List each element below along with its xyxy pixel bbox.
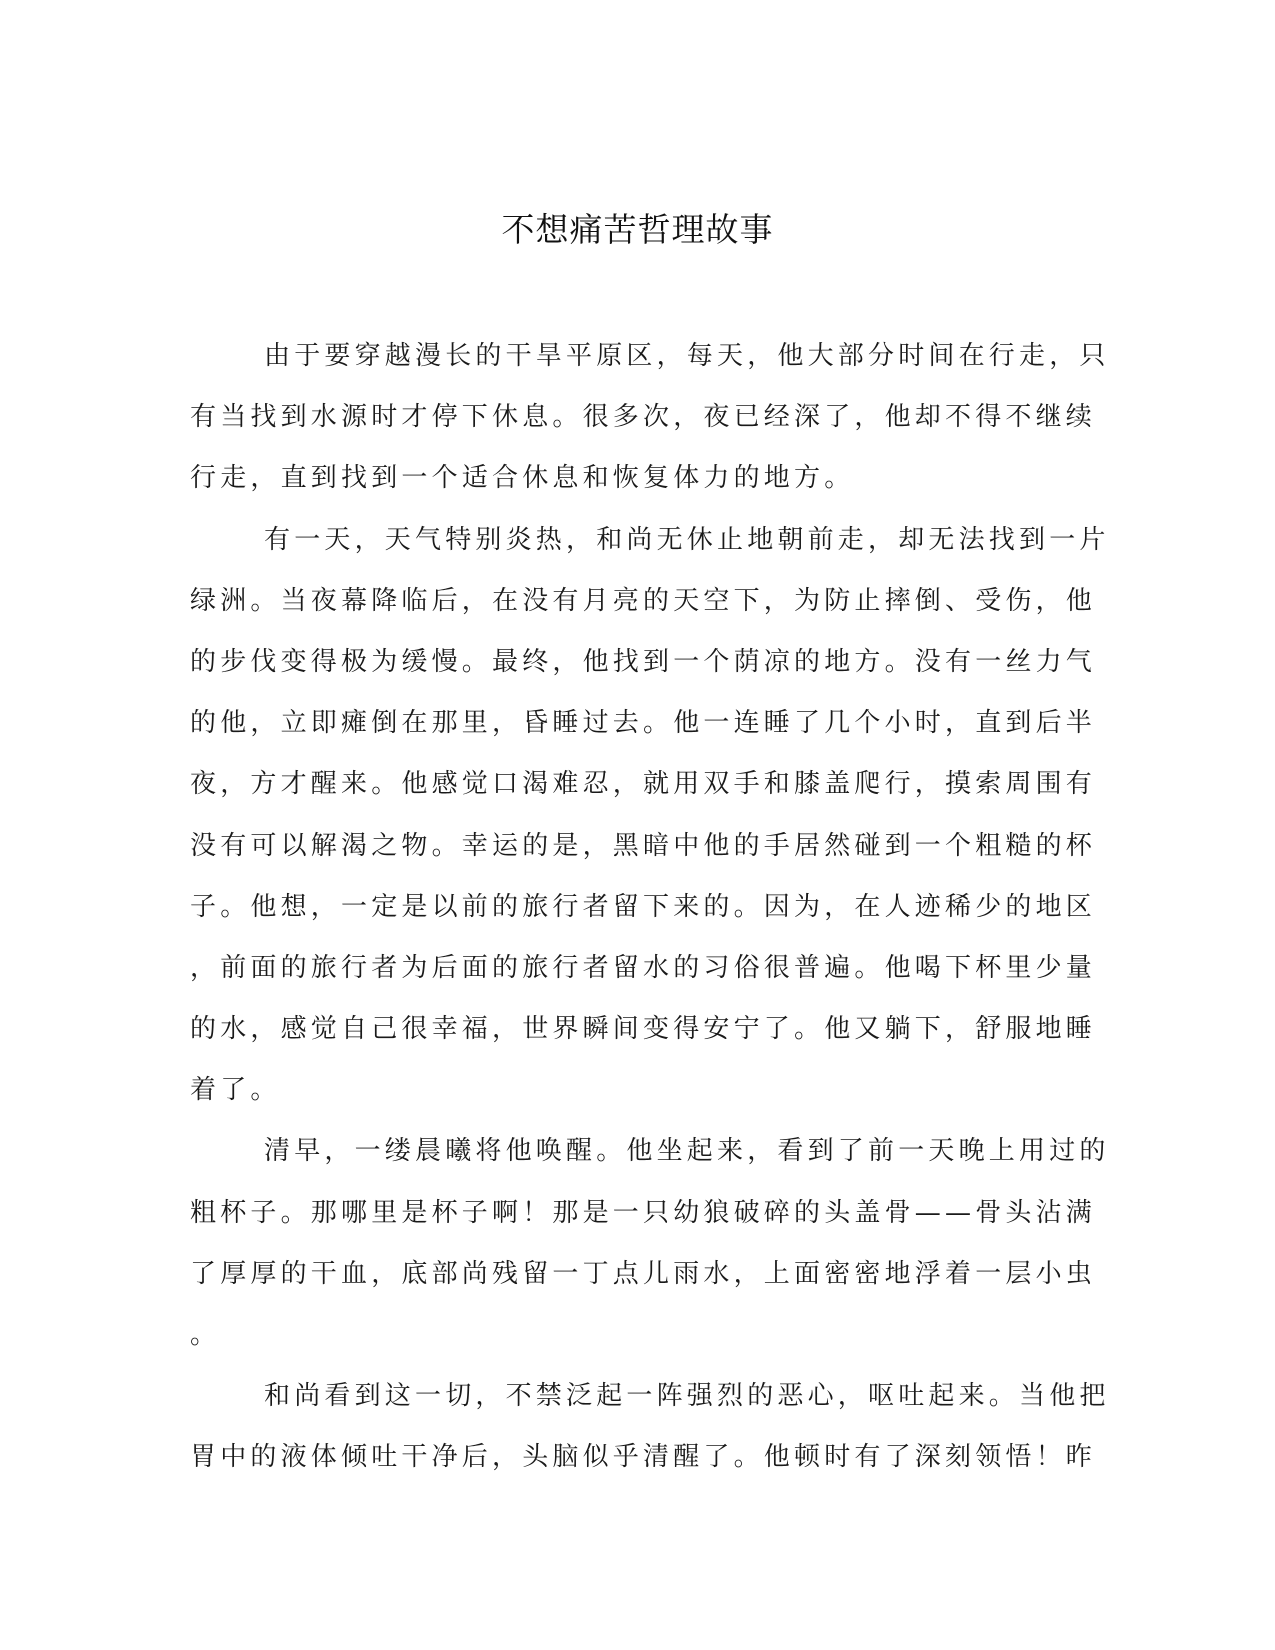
text-line: 有一天，天气特别炎热，和尚无休止地朝前走，却无法找到一片 (264, 524, 1110, 555)
text-line: 行走，直到找到一个适合休息和恢复体力的地方。 (190, 463, 855, 494)
text-line: 夜，方才醒来。他感觉口渴难忍，就用双手和膝盖爬行，摸索周围有 (190, 769, 1097, 800)
text-line: 子。他想，一定是以前的旅行者留下来的。因为，在人迹稀少的地区 (190, 891, 1097, 922)
text-line: 的水，感觉自己很幸福，世界瞬间变得安宁了。他又躺下，舒服地睡 (190, 1014, 1097, 1045)
text-line: 了厚厚的干血，底部尚残留一丁点儿雨水，上面密密地浮着一层小虫 (190, 1258, 1097, 1289)
text-line: 有当找到水源时才停下休息。很多次，夜已经深了，他却不得不继续 (190, 402, 1097, 433)
text-line: 的他，立即瘫倒在那里，昏睡过去。他一连睡了几个小时，直到后半 (190, 708, 1097, 739)
text-line: 和尚看到这一切，不禁泛起一阵强烈的恶心，呕吐起来。当他把 (264, 1381, 1110, 1412)
text-line: 粗杯子。那哪里是杯子啊！那是一只幼狼破碎的头盖骨——骨头沾满 (190, 1197, 1097, 1228)
text-line: 胃中的液体倾吐干净后，头脑似乎清醒了。他顿时有了深刻领悟！昨 (190, 1442, 1097, 1473)
text-line: 着了。 (190, 1075, 281, 1106)
text-line: 没有可以解渴之物。幸运的是，黑暗中他的手居然碰到一个粗糙的杯 (190, 830, 1097, 861)
text-line: 绿洲。当夜幕降临后，在没有月亮的天空下，为防止摔倒、受伤，他 (190, 585, 1097, 616)
text-line: ，前面的旅行者为后面的旅行者留水的习俗很普遍。他喝下杯里少量 (190, 952, 1097, 983)
text-line: 的步伐变得极为缓慢。最终，他找到一个荫凉的地方。没有一丝力气 (190, 646, 1097, 677)
document-body (190, 326, 1110, 1489)
page-title: 不想痛苦哲理故事 (501, 210, 774, 249)
text-line: 清早，一缕晨曦将他唤醒。他坐起来，看到了前一天晚上用过的 (264, 1136, 1110, 1167)
text-line: 。 (190, 1320, 221, 1350)
text-line: 由于要穿越漫长的干旱平原区，每天，他大部分时间在行走，只 (264, 341, 1110, 371)
